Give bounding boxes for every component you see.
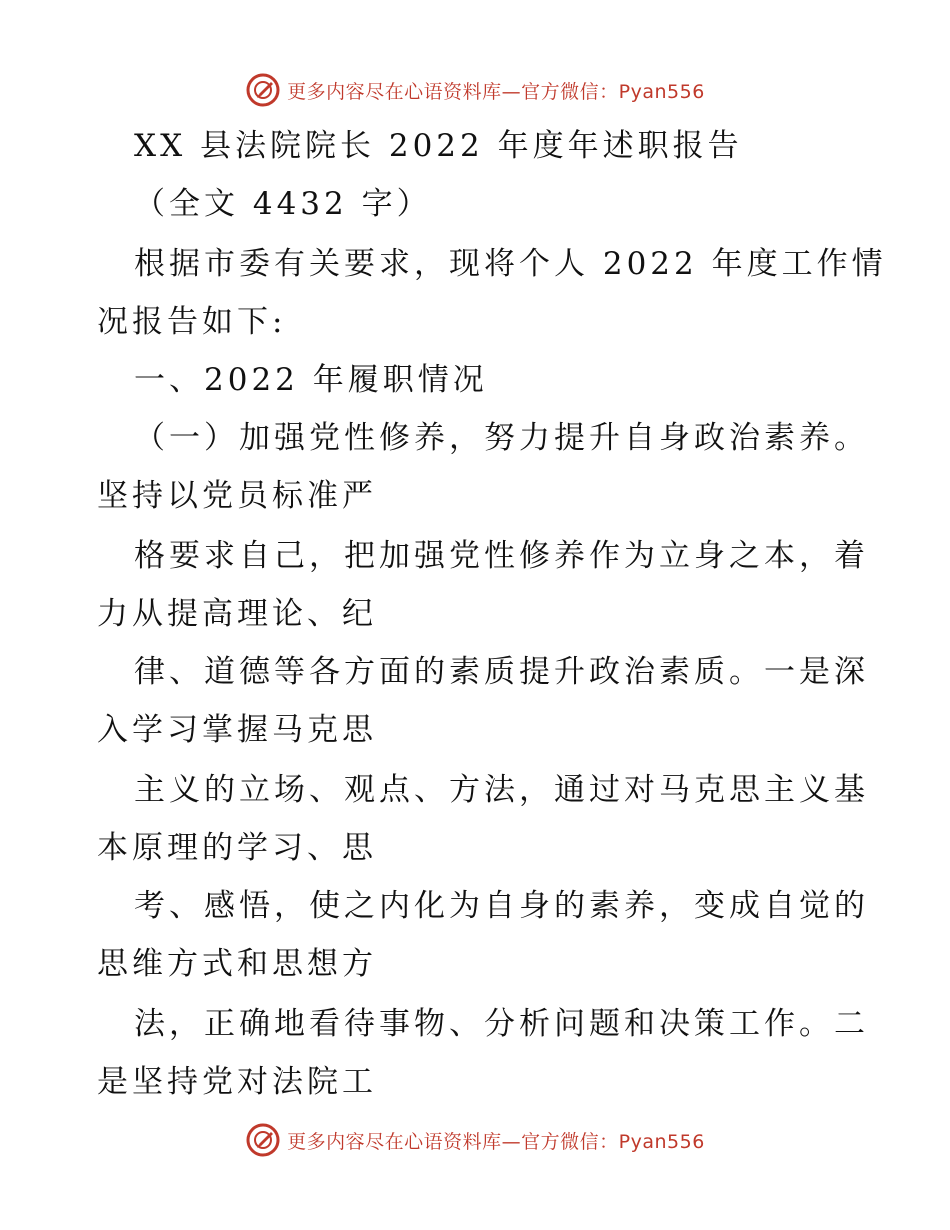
paragraph-line: 入学习掌握马克思 [97, 712, 377, 748]
paragraph-line: 根据市委有关要求，现将个人 2022 年度工作情 [134, 246, 887, 282]
paragraph-line: 坚持以党员标准严 [97, 478, 377, 514]
paragraph-line: 况报告如下: [97, 304, 287, 340]
paragraph-line: 力从提高理论、纪 [97, 596, 377, 632]
paragraph-line: 律、道德等各方面的素质提升政治素质。一是深 [134, 654, 869, 690]
paragraph-line: 法，正确地看待事物、分析问题和决策工作。二 [134, 1006, 869, 1042]
watermark-banner-bottom [0, 1116, 950, 1164]
watermark-banner-top [0, 66, 950, 114]
logo-icon [245, 1122, 281, 1158]
watermark-dash: — [501, 1130, 522, 1153]
watermark-brand: 更多内容尽在心语资料库 [287, 80, 502, 103]
watermark-text [287, 1127, 705, 1154]
paragraph-line: 本原理的学习、思 [97, 830, 377, 866]
paragraph-line: 格要求自己，把加强党性修养作为立身之本，着 [134, 538, 869, 574]
watermark-text [287, 77, 705, 104]
section-heading: 一、2022 年履职情况 [134, 362, 488, 398]
logo-icon [245, 72, 281, 108]
paragraph-line: 考、感悟，使之内化为自身的素养，变成自觉的 [134, 888, 869, 924]
paragraph-line: 思维方式和思想方 [97, 946, 377, 982]
paragraph-line: 主义的立场、观点、方法，通过对马克思主义基 [134, 772, 869, 808]
watermark-wechat: 官方微信：Pyan556 [521, 80, 705, 103]
watermark-brand: 更多内容尽在心语资料库 [287, 1130, 502, 1153]
document-subtitle: （全文 4432 字） [134, 186, 432, 222]
paragraph-line: （一）加强党性修养，努力提升自身政治素养。 [134, 420, 869, 456]
paragraph-line: 是坚持党对法院工 [97, 1064, 377, 1100]
watermark-wechat: 官方微信：Pyan556 [521, 1130, 705, 1153]
document-title: XX 县法院院长 2022 年度年述职报告 [134, 128, 743, 164]
watermark-dash: — [501, 80, 522, 103]
